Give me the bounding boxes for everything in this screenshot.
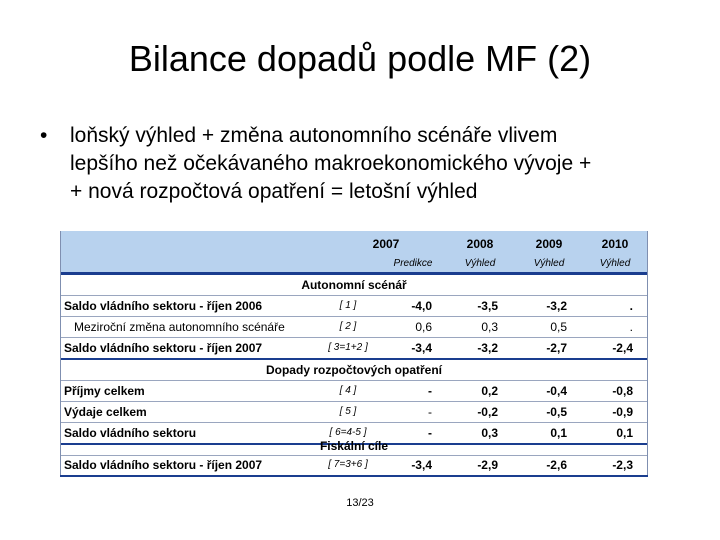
cell-value: -0,5 xyxy=(546,405,567,419)
row-label: Saldo vládního sektoru - říjen 2007 xyxy=(64,458,263,472)
cell-value: -0,2 xyxy=(477,405,498,419)
cell-value: 0,3 xyxy=(481,320,498,334)
cell-value: -4,0 xyxy=(411,299,432,313)
table-row xyxy=(60,455,648,475)
table-row xyxy=(60,381,648,402)
table-row xyxy=(60,402,648,423)
cell-value: -2,9 xyxy=(477,458,498,472)
cell-value: 0,2 xyxy=(481,384,498,398)
bullet-line: lepšího než očekávaného makroekonomického vývoje + xyxy=(70,152,592,175)
cell-value: - xyxy=(428,426,432,440)
year-header: 2009 xyxy=(535,237,563,251)
bullet-text xyxy=(70,122,690,206)
cell-value: 0,1 xyxy=(616,426,633,440)
row-label: Saldo vládního sektoru - říjen 2007 xyxy=(64,341,263,355)
table-row xyxy=(60,317,648,338)
row-label: Saldo vládního sektoru - říjen 2006 xyxy=(64,299,263,313)
section-title: Autonomní scénář xyxy=(301,278,407,292)
cell-value: -3,5 xyxy=(477,299,498,313)
cell-value: 0,3 xyxy=(481,426,498,440)
bullet-line: loňský výhled + změna autonomního scénáře vlivem xyxy=(70,124,558,147)
cell-value: -2,4 xyxy=(612,341,633,355)
cell-value: -2,7 xyxy=(546,341,567,355)
row-formula: [ 6=4-5 ] xyxy=(329,427,367,438)
cell-value: -0,9 xyxy=(612,405,633,419)
cell-value: -3,4 xyxy=(411,458,432,472)
cell-value: -3,2 xyxy=(546,299,567,313)
year-header: 2008 xyxy=(466,237,494,251)
section-header xyxy=(60,275,648,296)
row-label: Příjmy celkem xyxy=(64,384,145,398)
column-subheader: Výhled xyxy=(464,258,496,269)
cell-value: -3,4 xyxy=(411,341,432,355)
table-border xyxy=(647,231,648,477)
row-label: Meziroční změna autonomního scénáře xyxy=(74,320,285,334)
section-header xyxy=(60,436,648,456)
cell-value: - xyxy=(428,405,432,419)
table-row xyxy=(60,296,648,317)
page-number: 13/23 xyxy=(346,497,374,509)
column-subheader: Predikce xyxy=(393,258,433,269)
bullet-icon: • xyxy=(40,124,48,147)
bullet-line: + nová rozpočtová opatření = letošní výhled xyxy=(70,180,478,203)
cell-value: . xyxy=(629,320,633,334)
row-formula: [ 5 ] xyxy=(339,406,357,417)
table-border xyxy=(60,231,61,477)
column-subheader: Výhled xyxy=(599,258,631,269)
row-label: Saldo vládního sektoru xyxy=(64,426,197,440)
cell-value: -2,3 xyxy=(612,458,633,472)
row-formula: [ 3=1+2 ] xyxy=(328,342,368,353)
section-title: Dopady rozpočtových opatření xyxy=(265,363,443,377)
cell-value: - xyxy=(428,384,432,398)
cell-value: . xyxy=(629,299,633,313)
cell-value: -0,8 xyxy=(612,384,633,398)
year-header: 2010 xyxy=(601,237,629,251)
row-formula: [ 1 ] xyxy=(339,300,357,311)
slide-title: Bilance dopadů podle MF (2) xyxy=(128,38,592,79)
cell-value: 0,6 xyxy=(415,320,432,334)
row-formula: [ 7=3+6 ] xyxy=(328,459,368,470)
column-subheader: Výhled xyxy=(533,258,565,269)
cell-value: -3,2 xyxy=(477,341,498,355)
cell-value: 0,5 xyxy=(550,320,567,334)
cell-value: -0,4 xyxy=(546,384,567,398)
row-formula: [ 2 ] xyxy=(339,321,357,332)
section-title: Fiskální cíle xyxy=(319,439,389,453)
row-formula: [ 4 ] xyxy=(339,385,357,396)
table-border xyxy=(60,475,648,477)
section-header xyxy=(60,360,648,381)
table-row xyxy=(60,338,648,360)
cell-value: 0,1 xyxy=(550,426,567,440)
cell-value: -2,6 xyxy=(546,458,567,472)
balance-table xyxy=(60,231,648,477)
year-header: 2007 xyxy=(372,237,400,251)
row-label: Výdaje celkem xyxy=(64,405,147,419)
